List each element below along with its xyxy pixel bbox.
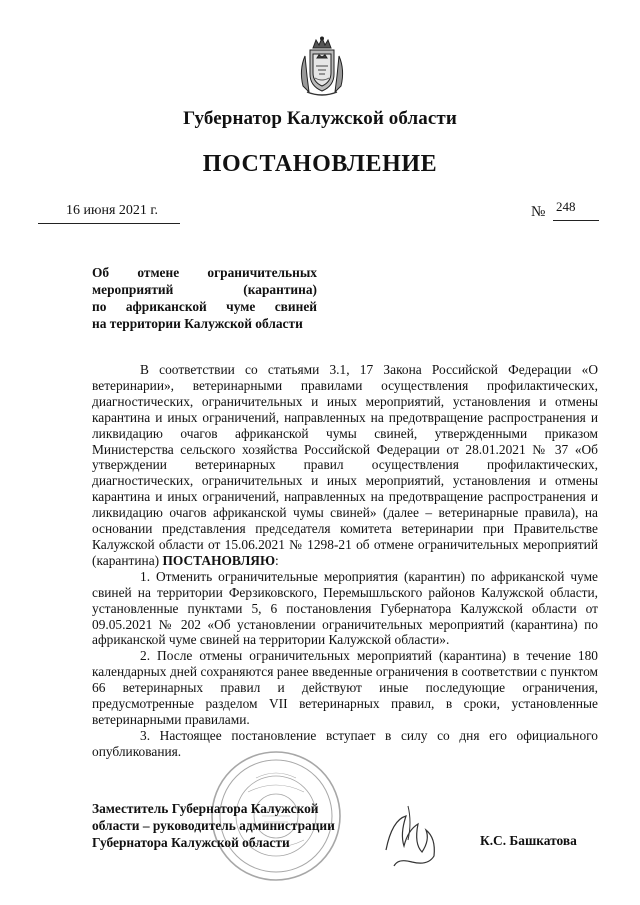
signatory-position-line: области – руководитель администрации bbox=[92, 818, 335, 833]
subject-line: Об отмене ограничительных bbox=[92, 265, 317, 280]
issuer-title: Губернатор Калужской области bbox=[183, 108, 457, 129]
number-sign: № bbox=[531, 204, 546, 220]
signatory-position bbox=[92, 800, 335, 851]
body-item: 3. Настоящее постановление вступает в силу со дня его официального опубликования. bbox=[92, 727, 598, 759]
preamble-text: В соответствии со статьями 3.1, 17 Закона Российской Федерации «О ветеринарии», ветеринарными правилами осуществления профилактических, диагностических, ограничительных и иных мероприятий, установления и отмены карантина и иных ограничений, направленных на предотвращение распространения и ликвидацию очагов африканской чумы свиней, утвержденными приказом Министерства сельского хозяйства Российской Федерации от 28.01.2021 № 37 «Об утверждении ветеринарных правил осуществления профилактических, диагностических, ограничительных и иных мероприятий, установления и отмены карантина и иных ограничений, направленных на предотвращение распространения и ликвидацию очагов африканской чумы свиней» (далее – ветеринарные правила), на основании представления председателя комитета ветеринарии при Правительстве Калужской области от 15.06.2021 № 1298-21 об отмене ограничительных мероприятий (карантина) bbox=[92, 362, 598, 568]
date-underline bbox=[38, 223, 180, 224]
body-item: 1. Отменить ограничительные мероприятия (карантин) по африканской чуме свиней на территории Ферзиковского, Перемышльского районов Калужской области, установленные пунктами 5, 6 постановления Губернатора Калужской области от 09.05.2021 № 202 «Об установлении ограничительных мероприятий (карантина) по африканской чуме свиней на территории Калужской области». bbox=[92, 568, 598, 648]
subject-line: на территории Калужской области bbox=[92, 316, 303, 331]
document-body bbox=[92, 362, 598, 760]
subject-line: мероприятий (карантина) bbox=[92, 282, 317, 297]
document-number: 248 bbox=[556, 199, 576, 214]
decree-word: ПОСТАНОВЛЯЮ bbox=[162, 552, 276, 568]
document-type-heading: ПОСТАНОВЛЕНИЕ bbox=[202, 151, 438, 177]
document-subject bbox=[92, 264, 317, 332]
signatory-name: К.С. Башкатова bbox=[480, 833, 577, 848]
document-date: 16 июня 2021 г. bbox=[66, 203, 159, 218]
subject-line: по африканской чуме свиней bbox=[92, 299, 317, 314]
number-underline bbox=[553, 220, 599, 221]
signatory-position-line: Заместитель Губернатора Калужской bbox=[92, 801, 319, 816]
signatory-position-line: Губернатора Калужской области bbox=[92, 835, 290, 850]
body-item: 2. После отмены ограничительных мероприятий (карантина) в течение 180 календарных дней сохраняются ранее введенные ограничения в соответствии с пунктом 66 ветеринарных правил и действуют иные последующие ограничения, предусмотренные разделом VII ветеринарных правил, в сроки, установленные ветеринарными правилами. bbox=[92, 648, 598, 727]
decree-colon: : bbox=[275, 552, 279, 568]
preamble-paragraph bbox=[92, 362, 598, 569]
coat-of-arms-icon bbox=[297, 36, 347, 98]
handwritten-signature-icon bbox=[378, 800, 448, 872]
